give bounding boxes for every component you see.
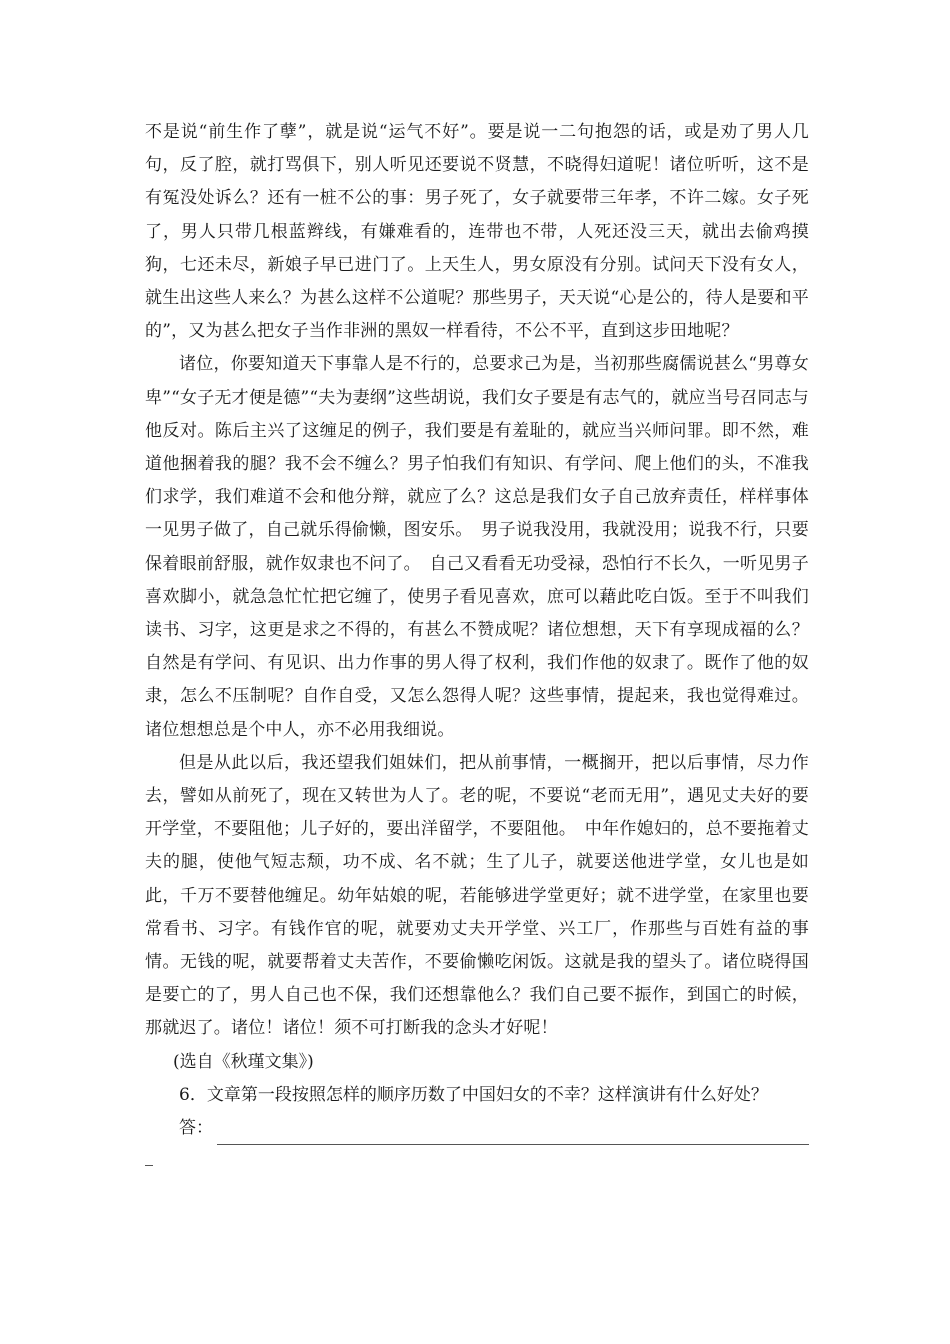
answer-row <box>145 1112 809 1145</box>
answer-continuation-line <box>145 1145 153 1166</box>
paragraph-1: 不是说“前生作了孽”，就是说“运气不好”。要是说一二句抱怨的话，或是劝了男人几句，反了腔，就打骂俱下，别人听见还要说不贤慧，不晓得妇道呢！诸位听听，这不是有冤没处诉么？还有一桩不公的事：男子死了，女子就要带三年孝，不许二嫁。女子死了，男人只带几根蓝辫线，有嫌难看的，连带也不带，人死还没三天，就出去偷鸡摸狗，七还未尽，新娘子早已进门了。上天生人，男女原没有分别。试问天下没有女人，就生出这些人来么？为甚么这样不公道呢？那些男子，天天说“心是公的，待人是要和平的”，又为甚么把女子当作非洲的黑奴一样看待，不公不平，直到这步田地呢？ <box>145 122 809 342</box>
document-page <box>145 116 827 1166</box>
answer-blank-line[interactable] <box>217 1120 809 1145</box>
source-citation: (选自《秋瑾文集》) <box>173 1051 314 1072</box>
question-6: 6．文章第一段按照怎样的顺序历数了中国妇女的不幸？这样演讲有什么好处？ <box>179 1084 768 1105</box>
paragraph-3: 但是从此以后，我还望我们姐妹们，把从前事情，一概搁开，把以后事情，尽力作去，譬如从前死了，现在又转世为人了。老的呢，不要说“老而无用”，遇见丈夫好的要开学堂，不要阻他；儿子好的，要出洋留学，不要阻他。 中年作媳妇的，总不要拖着丈夫的腿，使他气短志颓，功不成、名不就；生了儿子，就要送他进学堂，女儿也是如此，千万不要替他缠足。幼年姑娘的呢，若能够进学堂更好；就不进学堂，在家里也要常看书、习字。有钱作官的呢，就要劝丈夫开学堂、兴工厂，作那些与百姓有益的事情。无钱的呢，就要帮着丈夫苦作，不要偷懒吃闲饭。这就是我的望头了。诸位晓得国是要亡的了，男人自己也不保，我们还想靠他么？我们自己要不振作，到国亡的时候，那就迟了。诸位！诸位！须不可打断我的念头才好呢！ <box>145 752 809 1039</box>
paragraph-2: 诸位，你要知道天下事靠人是不行的，总要求己为是，当初那些腐儒说甚么“男尊女卑”“女子无才便是德”“夫为妻纲”这些胡说，我们女子要是有志气的，就应当号召同志与他反对。陈后主兴了这缠足的例子，我们要是有羞耻的，就应当兴师问罪。即不然，难道他捆着我的腿？我不会不缠么？男子怕我们有知识、有学问、爬上他们的头，不准我们求学，我们难道不会和他分辩，就应了么？这总是我们女子自己放弃责任，样样事体一见男子做了，自己就乐得偷懒，图安乐。 男子说我没用，我就没用；说我不行，只要保着眼前舒服，就作奴隶也不问了。 自己又看看无功受禄，恐怕行不长久，一听见男子喜欢脚小，就急急忙忙把它缠了，使男子看见喜欢，庶可以藉此吃白饭。至于不叫我们读书、习字，这更是求之不得的，有甚么不赞成呢？诸位想想，天下有享现成福的么？ 自然是有学问、有见识、出力作事的男人得了权利，我们作他的奴隶了。既作了他的奴隶，怎么不压制呢？自作自受，又怎么怨得人呢？这些事情，提起来，我也觉得难过。诸位想想总是个中人，亦不必用我细说。 <box>145 354 827 740</box>
answer-label: 答： <box>179 1118 213 1139</box>
